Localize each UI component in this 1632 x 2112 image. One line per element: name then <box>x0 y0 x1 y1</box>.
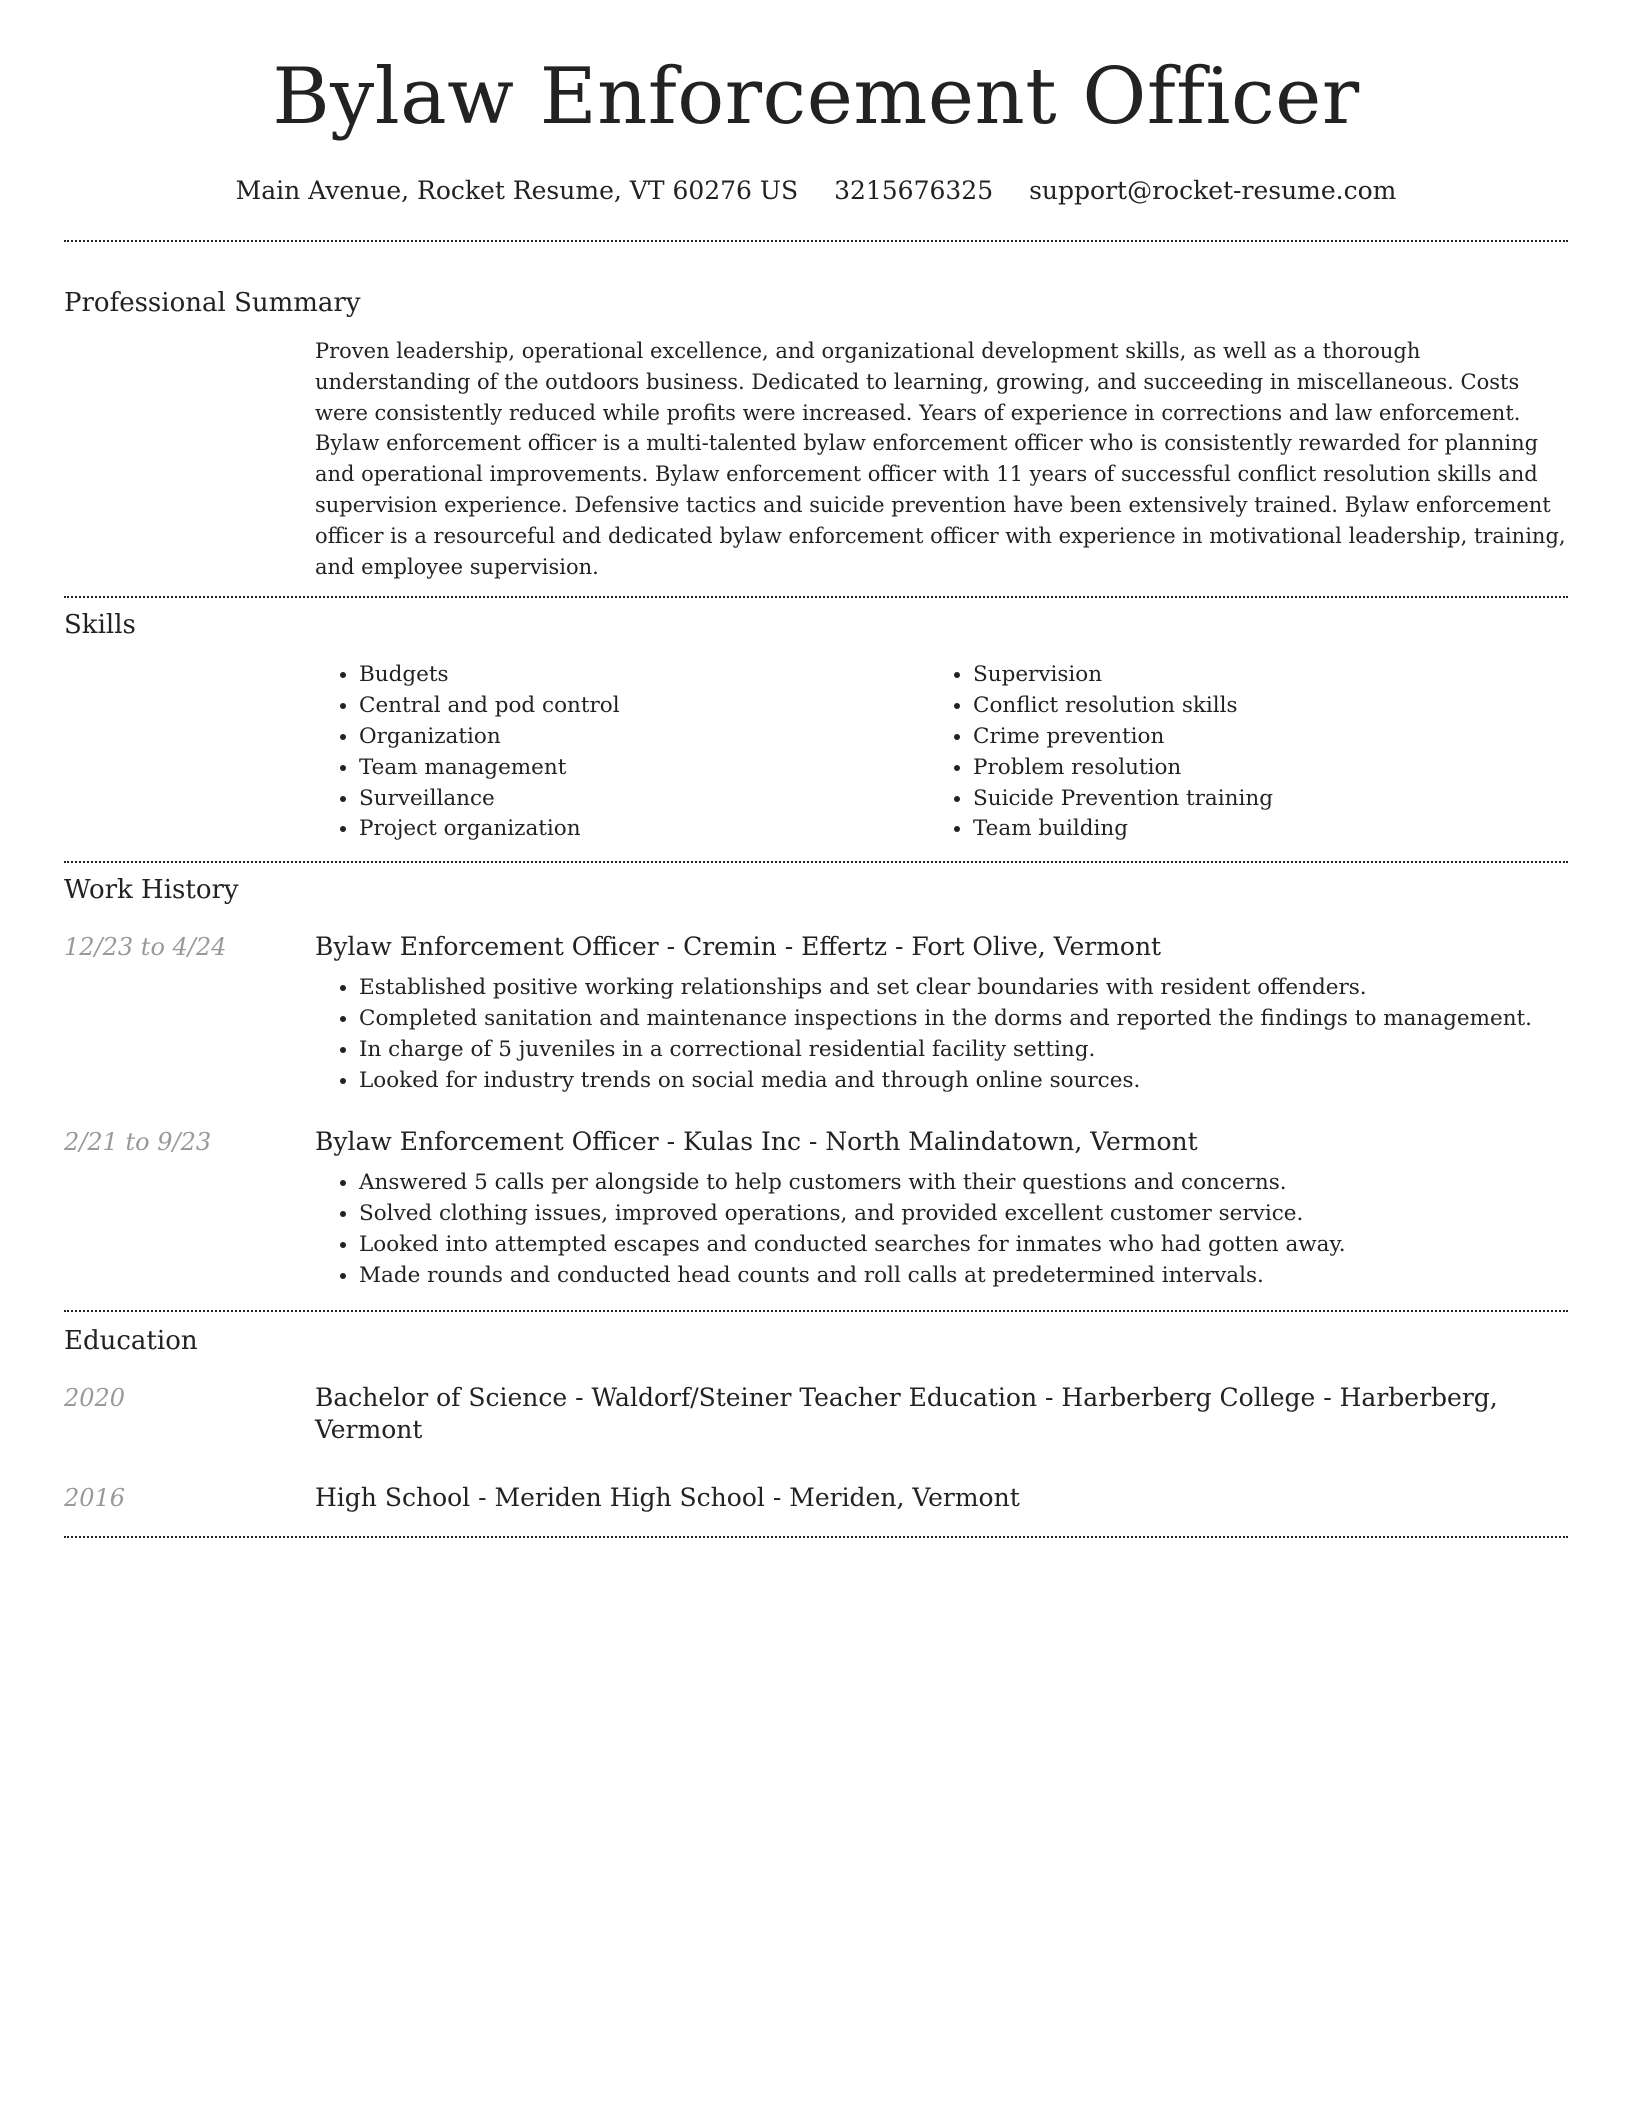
skill-item: • Suicide Prevention training <box>973 784 1543 815</box>
job-bullet: • In charge of 5 juveniles in a correctional residential facility setting. <box>359 1035 1568 1066</box>
job-bullet: • Answered 5 calls per alongside to help customers with their questions and concerns. <box>359 1168 1568 1199</box>
divider <box>64 596 1568 598</box>
section-title-education: Education <box>64 1325 198 1356</box>
divider <box>64 240 1568 242</box>
skill-item: • Team building <box>973 814 1543 845</box>
education-entry <box>64 1382 1568 1446</box>
job-bullet: • Looked for industry trends on social media and through online sources. <box>359 1066 1568 1097</box>
skill-item: • Conflict resolution skills <box>973 691 1543 722</box>
summary-text: Proven leadership, operational excellence, and organizational development skills, as well as a thorough understanding of the outdoors business. Dedicated to learning, growing, and succeeding in miscellaneous. Costs were consistently reduced while profits were increased. Years of experience in corrections and law enforcement. Bylaw enforcement officer is a multi-talented bylaw enforcement officer who is consistently rewarded for planning and operational improvements. Bylaw enforcement officer with 11 years of successful conflict resolution skills and supervision experience. Defensive tactics and suicide prevention have been extensively trained. Bylaw enforcement officer is a resourceful and dedicated bylaw enforcement officer with experience in motivational leadership, training, and employee supervision. <box>315 339 1566 579</box>
job-bullets <box>315 973 1568 1096</box>
job-title: Bylaw Enforcement Officer - Kulas Inc - North Malindatown, Vermont <box>315 1127 1198 1157</box>
section-title-skills: Skills <box>64 610 136 641</box>
job-bullet: • Made rounds and conducted head counts and roll calls at predetermined intervals. <box>359 1261 1568 1292</box>
skill-item: • Budgets <box>359 660 929 691</box>
education-title: High School - Meriden High School - Meriden, Vermont <box>315 1482 1020 1512</box>
skills-column-left <box>315 660 929 845</box>
skill-item: • Problem resolution <box>973 753 1543 784</box>
divider <box>64 1310 1568 1312</box>
contact-line <box>64 176 1568 206</box>
resume-name: Bylaw Enforcement Officer <box>272 52 1360 142</box>
skills-list <box>315 660 1568 845</box>
divider <box>64 1536 1568 1538</box>
skill-item: • Central and pod control <box>359 691 929 722</box>
skill-item: • Organization <box>359 722 929 753</box>
education-date: 2020 <box>64 1383 126 1412</box>
skill-item: • Team management <box>359 753 929 784</box>
skill-item: • Crime prevention <box>973 722 1543 753</box>
job-entry <box>64 1126 1568 1291</box>
resume-page <box>64 0 1568 1538</box>
job-title: Bylaw Enforcement Officer - Cremin - Effertz - Fort Olive, Vermont <box>315 932 1162 962</box>
education-entry <box>64 1482 1568 1514</box>
education-title: Bachelor of Science - Waldorf/Steiner Teacher Education - Harberberg College - Harberberg, Vermont <box>315 1382 1498 1444</box>
job-bullet: • Completed sanitation and maintenance inspections in the dorms and reported the findings to management. <box>359 1004 1568 1035</box>
job-bullet: • Looked into attempted escapes and conducted searches for inmates who had gotten away. <box>359 1230 1568 1261</box>
job-bullets <box>315 1168 1568 1291</box>
skills-column-right <box>929 660 1543 845</box>
section-title-work: Work History <box>64 875 239 906</box>
skill-item: • Supervision <box>973 660 1543 691</box>
job-bullet: • Established positive working relationships and set clear boundaries with resident offenders. <box>359 973 1568 1004</box>
job-date: 12/23 to 4/24 <box>64 933 227 962</box>
job-bullet: • Solved clothing issues, improved operations, and provided excellent customer service. <box>359 1199 1568 1230</box>
email: support@rocket-resume.com <box>1029 176 1397 205</box>
job-entry <box>64 931 1568 1096</box>
divider <box>64 861 1568 863</box>
education-date: 2016 <box>64 1483 126 1512</box>
job-date: 2/21 to 9/23 <box>64 1128 212 1157</box>
phone: 3215676325 <box>834 176 994 205</box>
address: Main Avenue, Rocket Resume, VT 60276 US <box>235 176 799 205</box>
skill-item: • Surveillance <box>359 784 929 815</box>
skill-item: • Project organization <box>359 814 929 845</box>
section-title-summary: Professional Summary <box>64 288 361 318</box>
